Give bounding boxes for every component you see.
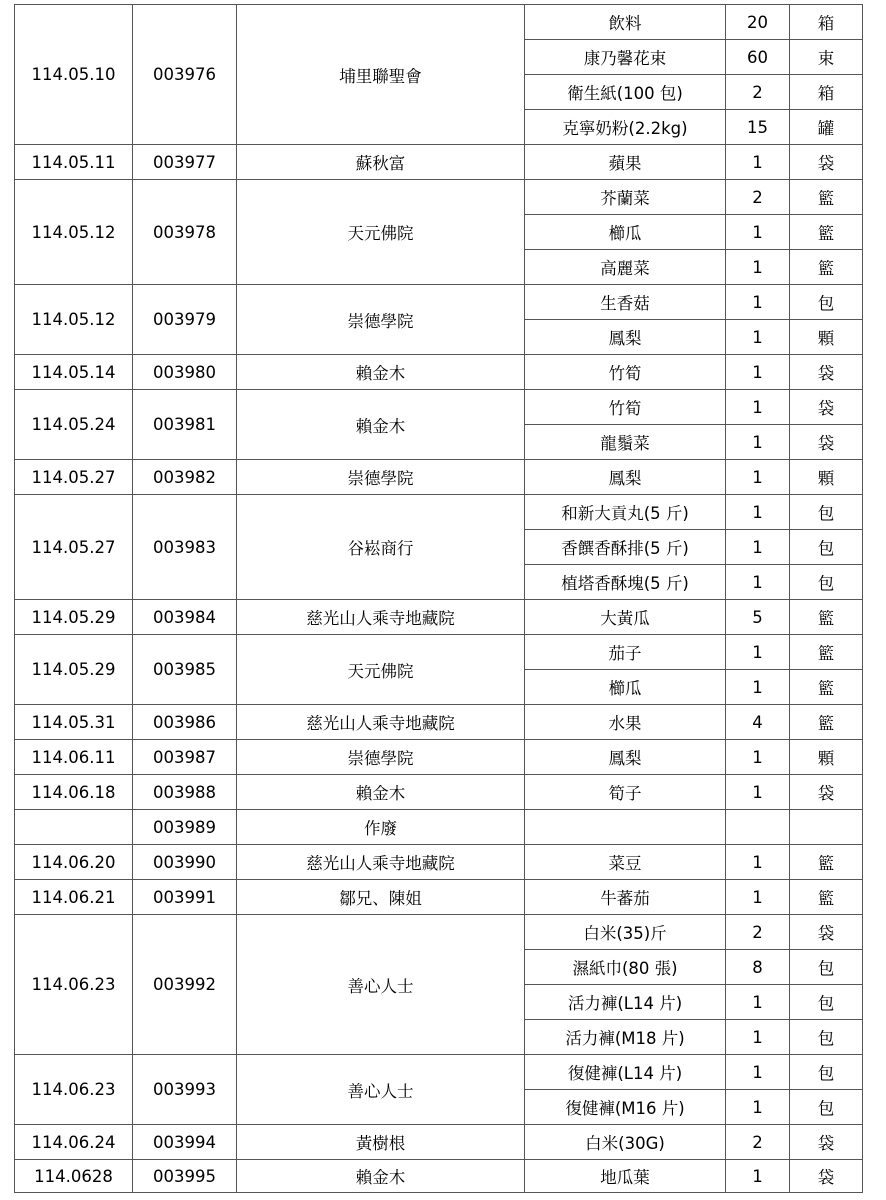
receipt-no-cell: 003981 (133, 390, 237, 460)
unit-cell: 袋 (790, 390, 863, 425)
table-row (15, 460, 863, 495)
quantity-cell: 1 (726, 635, 790, 670)
date-cell: 114.05.10 (15, 5, 133, 145)
item-name-cell: 飲料 (525, 5, 726, 40)
table-row (15, 810, 863, 845)
item-name-cell (525, 810, 726, 845)
quantity-cell (726, 810, 790, 845)
item-name-cell: 和新大貢丸(5 斤) (525, 495, 726, 530)
unit-cell: 籃 (790, 845, 863, 880)
unit-cell: 籃 (790, 215, 863, 250)
item-name-cell: 鳳梨 (525, 740, 726, 775)
quantity-cell: 1 (726, 355, 790, 390)
item-name-cell: 白米(30G) (525, 1125, 726, 1160)
item-name-cell: 高麗菜 (525, 250, 726, 285)
date-cell: 114.05.12 (15, 180, 133, 285)
receipt-no-cell: 003993 (133, 1055, 237, 1125)
unit-cell: 包 (790, 565, 863, 600)
receipt-no-cell: 003980 (133, 355, 237, 390)
quantity-cell: 1 (726, 425, 790, 460)
receipt-no-cell: 003987 (133, 740, 237, 775)
unit-cell: 顆 (790, 460, 863, 495)
unit-cell: 包 (790, 1055, 863, 1090)
unit-cell: 籃 (790, 705, 863, 740)
receipt-no-cell: 003982 (133, 460, 237, 495)
donor-cell: 埔里聯聖會 (237, 5, 525, 145)
unit-cell: 顆 (790, 320, 863, 355)
quantity-cell: 5 (726, 600, 790, 635)
receipt-no-cell: 003989 (133, 810, 237, 845)
quantity-cell: 2 (726, 75, 790, 110)
quantity-cell: 1 (726, 670, 790, 705)
quantity-cell: 1 (726, 845, 790, 880)
table-row (15, 355, 863, 390)
donor-cell: 慈光山人乘寺地藏院 (237, 705, 525, 740)
quantity-cell: 1 (726, 880, 790, 915)
date-cell: 114.05.29 (15, 600, 133, 635)
unit-cell: 袋 (790, 1160, 863, 1193)
item-name-cell: 衛生紙(100 包) (525, 75, 726, 110)
date-cell: 114.05.12 (15, 285, 133, 355)
donor-cell: 作廢 (237, 810, 525, 845)
item-name-cell: 植塔香酥塊(5 斤) (525, 565, 726, 600)
item-name-cell: 濕紙巾(80 張) (525, 950, 726, 985)
table-row (15, 1160, 863, 1193)
table-row (15, 845, 863, 880)
item-name-cell: 牛蕃茄 (525, 880, 726, 915)
table-row (15, 1125, 863, 1160)
item-name-cell: 活力褲(M18 片) (525, 1020, 726, 1055)
quantity-cell: 2 (726, 915, 790, 950)
item-name-cell: 茄子 (525, 635, 726, 670)
date-cell: 114.06.23 (15, 915, 133, 1055)
quantity-cell: 4 (726, 705, 790, 740)
quantity-cell: 1 (726, 250, 790, 285)
quantity-cell: 1 (726, 145, 790, 180)
item-name-cell: 大黃瓜 (525, 600, 726, 635)
donor-cell: 蘇秋富 (237, 145, 525, 180)
quantity-cell: 1 (726, 495, 790, 530)
quantity-cell: 1 (726, 285, 790, 320)
table-row (15, 600, 863, 635)
unit-cell: 籃 (790, 635, 863, 670)
unit-cell: 包 (790, 495, 863, 530)
quantity-cell: 1 (726, 215, 790, 250)
receipt-no-cell: 003979 (133, 285, 237, 355)
item-name-cell: 地瓜葉 (525, 1160, 726, 1193)
date-cell: 114.05.27 (15, 460, 133, 495)
donor-cell: 善心人士 (237, 915, 525, 1055)
table-row (15, 495, 863, 530)
unit-cell: 袋 (790, 425, 863, 460)
unit-cell: 束 (790, 40, 863, 75)
unit-cell: 籃 (790, 250, 863, 285)
item-name-cell: 鳳梨 (525, 320, 726, 355)
table-row (15, 915, 863, 950)
receipt-no-cell: 003991 (133, 880, 237, 915)
item-name-cell: 克寧奶粉(2.2kg) (525, 110, 726, 145)
date-cell (15, 810, 133, 845)
unit-cell: 袋 (790, 145, 863, 180)
table-row (15, 180, 863, 215)
unit-cell: 顆 (790, 740, 863, 775)
quantity-cell: 2 (726, 180, 790, 215)
quantity-cell: 1 (726, 390, 790, 425)
date-cell: 114.05.24 (15, 390, 133, 460)
date-cell: 114.06.11 (15, 740, 133, 775)
date-cell: 114.06.21 (15, 880, 133, 915)
table-row (15, 635, 863, 670)
date-cell: 114.05.31 (15, 705, 133, 740)
receipt-no-cell: 003976 (133, 5, 237, 145)
date-cell: 114.0628 (15, 1160, 133, 1193)
table-row (15, 390, 863, 425)
table-row (15, 880, 863, 915)
unit-cell: 袋 (790, 1125, 863, 1160)
quantity-cell: 15 (726, 110, 790, 145)
donor-cell: 崇德學院 (237, 740, 525, 775)
table-row (15, 285, 863, 320)
unit-cell: 袋 (790, 355, 863, 390)
item-name-cell: 生香菇 (525, 285, 726, 320)
table-row (15, 5, 863, 40)
unit-cell: 包 (790, 285, 863, 320)
item-name-cell: 水果 (525, 705, 726, 740)
date-cell: 114.06.23 (15, 1055, 133, 1125)
donor-cell: 賴金木 (237, 1160, 525, 1193)
quantity-cell: 8 (726, 950, 790, 985)
receipt-no-cell: 003985 (133, 635, 237, 705)
table-row (15, 740, 863, 775)
date-cell: 114.06.18 (15, 775, 133, 810)
item-name-cell: 白米(35)斤 (525, 915, 726, 950)
quantity-cell: 1 (726, 775, 790, 810)
donor-cell: 善心人士 (237, 1055, 525, 1125)
item-name-cell: 櫛瓜 (525, 670, 726, 705)
date-cell: 114.05.27 (15, 495, 133, 600)
item-name-cell: 康乃馨花束 (525, 40, 726, 75)
quantity-cell: 1 (726, 565, 790, 600)
table-row (15, 145, 863, 180)
donor-cell: 天元佛院 (237, 180, 525, 285)
unit-cell: 箱 (790, 75, 863, 110)
item-name-cell: 竹筍 (525, 390, 726, 425)
table-row (15, 775, 863, 810)
receipt-no-cell: 003977 (133, 145, 237, 180)
quantity-cell: 1 (726, 530, 790, 565)
quantity-cell: 1 (726, 985, 790, 1020)
item-name-cell: 竹筍 (525, 355, 726, 390)
receipt-no-cell: 003978 (133, 180, 237, 285)
quantity-cell: 2 (726, 1125, 790, 1160)
item-name-cell: 櫛瓜 (525, 215, 726, 250)
date-cell: 114.05.29 (15, 635, 133, 705)
unit-cell: 包 (790, 985, 863, 1020)
table-row (15, 705, 863, 740)
unit-cell: 籃 (790, 180, 863, 215)
quantity-cell: 20 (726, 5, 790, 40)
donation-table-body (15, 5, 863, 1193)
donor-cell: 賴金木 (237, 355, 525, 390)
donor-cell: 崇德學院 (237, 285, 525, 355)
date-cell: 114.05.14 (15, 355, 133, 390)
item-name-cell: 菜豆 (525, 845, 726, 880)
item-name-cell: 復健褲(L14 片) (525, 1055, 726, 1090)
item-name-cell: 鳳梨 (525, 460, 726, 495)
receipt-no-cell: 003984 (133, 600, 237, 635)
table-row (15, 1055, 863, 1090)
receipt-no-cell: 003988 (133, 775, 237, 810)
donor-cell: 天元佛院 (237, 635, 525, 705)
quantity-cell: 60 (726, 40, 790, 75)
donor-cell: 崇德學院 (237, 460, 525, 495)
receipt-no-cell: 003994 (133, 1125, 237, 1160)
quantity-cell: 1 (726, 320, 790, 355)
receipt-no-cell: 003990 (133, 845, 237, 880)
quantity-cell: 1 (726, 1055, 790, 1090)
donor-cell: 鄒兄、陳姐 (237, 880, 525, 915)
receipt-no-cell: 003992 (133, 915, 237, 1055)
donor-cell: 賴金木 (237, 775, 525, 810)
receipt-no-cell: 003995 (133, 1160, 237, 1193)
donation-table (14, 4, 863, 1193)
quantity-cell: 1 (726, 740, 790, 775)
date-cell: 114.05.11 (15, 145, 133, 180)
unit-cell: 籃 (790, 600, 863, 635)
unit-cell: 箱 (790, 5, 863, 40)
unit-cell: 包 (790, 1090, 863, 1125)
donor-cell: 賴金木 (237, 390, 525, 460)
quantity-cell: 1 (726, 460, 790, 495)
item-name-cell: 復健褲(M16 片) (525, 1090, 726, 1125)
receipt-no-cell: 003986 (133, 705, 237, 740)
quantity-cell: 1 (726, 1090, 790, 1125)
item-name-cell: 香饌香酥排(5 斤) (525, 530, 726, 565)
item-name-cell: 蘋果 (525, 145, 726, 180)
unit-cell: 包 (790, 950, 863, 985)
item-name-cell: 筍子 (525, 775, 726, 810)
quantity-cell: 1 (726, 1160, 790, 1193)
unit-cell: 籃 (790, 880, 863, 915)
quantity-cell: 1 (726, 1020, 790, 1055)
donor-cell: 慈光山人乘寺地藏院 (237, 845, 525, 880)
donor-cell: 谷崧商行 (237, 495, 525, 600)
unit-cell: 包 (790, 530, 863, 565)
item-name-cell: 龍鬚菜 (525, 425, 726, 460)
item-name-cell: 芥蘭菜 (525, 180, 726, 215)
unit-cell: 袋 (790, 775, 863, 810)
item-name-cell: 活力褲(L14 片) (525, 985, 726, 1020)
unit-cell (790, 810, 863, 845)
unit-cell: 罐 (790, 110, 863, 145)
date-cell: 114.06.24 (15, 1125, 133, 1160)
unit-cell: 籃 (790, 670, 863, 705)
unit-cell: 包 (790, 1020, 863, 1055)
date-cell: 114.06.20 (15, 845, 133, 880)
receipt-no-cell: 003983 (133, 495, 237, 600)
donor-cell: 慈光山人乘寺地藏院 (237, 600, 525, 635)
unit-cell: 袋 (790, 915, 863, 950)
donor-cell: 黃樹根 (237, 1125, 525, 1160)
